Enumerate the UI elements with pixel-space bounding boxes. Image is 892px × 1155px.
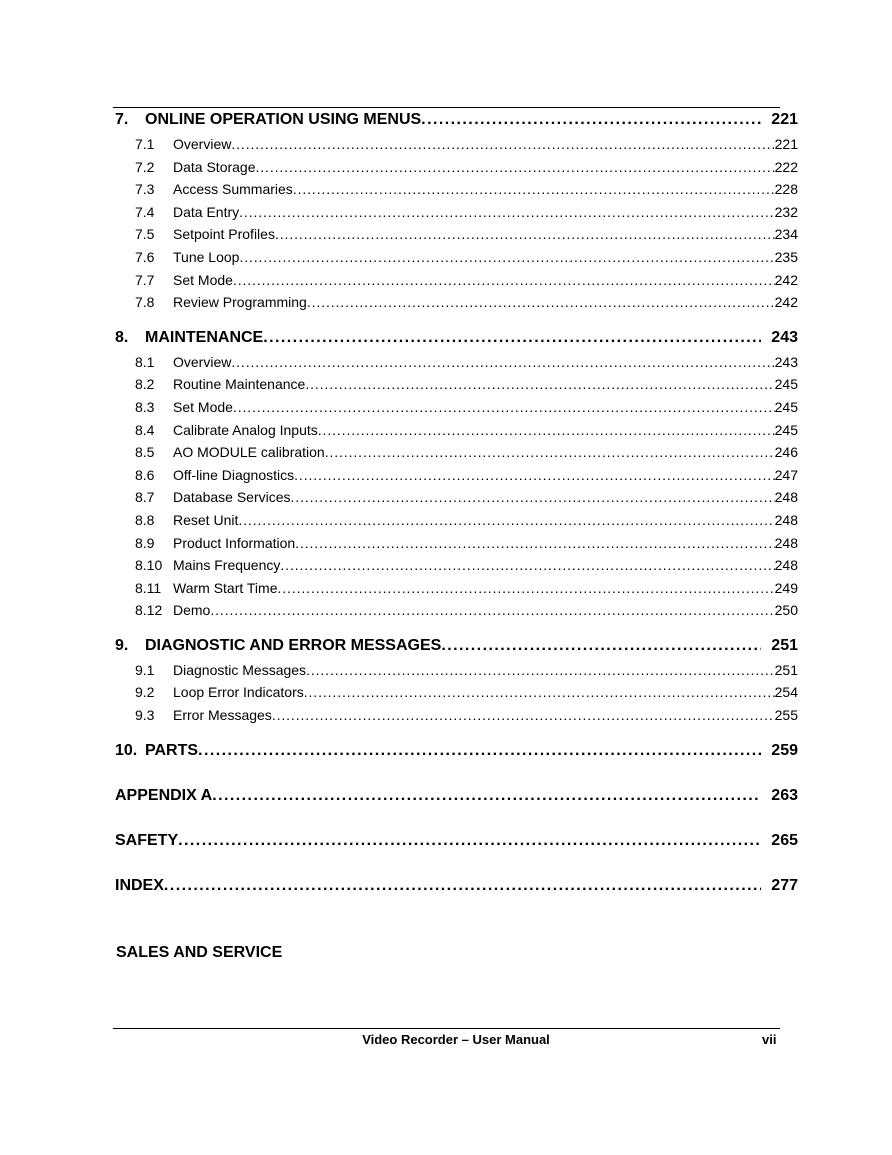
section-title: Product Information . . .: [173, 535, 775, 551]
section-page-number: 248: [774, 557, 798, 574]
section-number: 7.6: [135, 248, 155, 265]
section-title: Loop Error Indicators . . .: [173, 684, 775, 700]
toc-standalone: [115, 787, 798, 820]
chapter-title: DIAGNOSTIC AND ERROR MESSAGES . . .: [145, 637, 761, 655]
toc-section-entry[interactable]: [115, 354, 798, 377]
section-page-number: 248: [774, 534, 798, 551]
section-page-number: 247: [774, 466, 798, 483]
section-title: Warm Start Time . . .: [173, 580, 775, 596]
section-number: 8.11: [135, 579, 162, 596]
section-title: AO MODULE calibration . . .: [173, 444, 775, 460]
section-title: Database Services . . .: [173, 489, 775, 505]
header-rule: [113, 107, 780, 108]
section-title: Routine Maintenance . . .: [173, 376, 775, 392]
section-page-number: 232: [774, 203, 798, 220]
section-page-number: 245: [774, 421, 798, 438]
entry-title: INDEX . . .: [115, 877, 761, 895]
section-page-number: 254: [774, 684, 798, 701]
section-number: 7.8: [135, 294, 155, 311]
section-title: Review Programming . . .: [173, 294, 775, 310]
toc-section-entry[interactable]: [115, 580, 798, 603]
section-number: 8.6: [135, 466, 155, 483]
section-page-number: 221: [774, 136, 798, 152]
toc-section-entry[interactable]: [115, 422, 798, 445]
section-page-number: 249: [774, 579, 798, 596]
section-page-number: 248: [774, 511, 798, 528]
entry-title: PARTS . . .: [145, 742, 761, 760]
section-title: Off-line Diagnostics . . .: [173, 467, 775, 483]
section-page-number: 245: [774, 376, 798, 393]
toc-standalone-entry[interactable]: [115, 787, 798, 820]
section-page-number: 235: [774, 248, 798, 265]
section-number: 7.7: [135, 271, 155, 288]
toc-chapter: [115, 329, 798, 625]
section-number: 7.5: [135, 226, 155, 243]
toc-standalone: [115, 742, 798, 775]
toc-section-entry[interactable]: [115, 249, 798, 272]
section-title: Diagnostic Messages . . .: [173, 662, 775, 678]
section-title: Access Summaries . . .: [173, 181, 775, 197]
toc-section-entry[interactable]: [115, 444, 798, 467]
toc-section-entry[interactable]: [115, 272, 798, 295]
section-number: 8.10: [135, 557, 163, 574]
toc-section-entry[interactable]: [115, 376, 798, 399]
section-number: 8.4: [135, 421, 155, 438]
section-number: 7.4: [135, 203, 155, 220]
toc-section-entry[interactable]: [115, 159, 798, 182]
section-page-number: 245: [774, 398, 798, 415]
toc-section-entry[interactable]: [115, 226, 798, 249]
section-title: Data Entry . . .: [173, 204, 775, 220]
toc-chapter-entry[interactable]: [115, 329, 798, 354]
chapter-list: [115, 111, 798, 730]
entry-page-number: 277: [771, 876, 798, 894]
footer-page-number: vii: [762, 1032, 777, 1047]
section-number: 8.7: [135, 489, 155, 506]
chapter-number: 8.: [115, 328, 129, 346]
section-page-number: 255: [774, 707, 798, 724]
chapter-number: 9.: [115, 636, 129, 654]
toc-section-entry[interactable]: [115, 684, 798, 707]
footer-rule: [113, 1028, 780, 1029]
section-page-number: 242: [774, 271, 798, 288]
section-number: 9.3: [135, 707, 155, 724]
toc-section-entry[interactable]: [115, 399, 798, 422]
toc-section-entry[interactable]: [115, 136, 798, 159]
toc-section-entry[interactable]: [115, 294, 798, 317]
toc-chapter: [115, 637, 798, 730]
section-number: 9.1: [135, 661, 155, 678]
toc-standalone-entry[interactable]: [115, 877, 798, 910]
entry-title: APPENDIX A . . .: [115, 787, 761, 805]
section-title: Overview . . .: [173, 136, 775, 152]
toc-standalone-entry[interactable]: [115, 832, 798, 865]
toc-section-entry[interactable]: [115, 535, 798, 558]
section-title: Data Storage . . .: [173, 159, 775, 175]
chapter-title: MAINTENANCE . . .: [145, 329, 761, 347]
chapter-page-number: 243: [771, 328, 798, 346]
section-page-number: 242: [774, 294, 798, 311]
section-title: Tune Loop . . .: [173, 249, 775, 265]
section-page-number: 246: [774, 444, 798, 461]
section-number: 8.2: [135, 376, 155, 393]
toc-standalone: [115, 832, 798, 865]
section-number: 8.12: [135, 602, 163, 619]
section-page-number: 222: [774, 158, 798, 175]
toc-section-entry[interactable]: [115, 489, 798, 512]
entry-title: SAFETY . . .: [115, 832, 761, 850]
section-number: 7.2: [135, 158, 155, 175]
toc-chapter-entry[interactable]: [115, 637, 798, 662]
section-number: 8.1: [135, 353, 155, 370]
section-title: Calibrate Analog Inputs . . .: [173, 422, 775, 438]
section-title: Setpoint Profiles . . .: [173, 226, 775, 242]
toc-section-entry[interactable]: [115, 707, 798, 730]
sales-and-service-heading[interactable]: SALES AND SERVICE: [116, 944, 283, 961]
toc-chapter-entry[interactable]: [115, 111, 798, 136]
chapter-page-number: 251: [771, 636, 798, 654]
section-title: Error Messages . . .: [173, 707, 775, 723]
section-number: 7.3: [135, 181, 155, 198]
entry-page-number: 265: [771, 831, 798, 849]
toc-section-entry[interactable]: [115, 662, 798, 685]
toc-section-entry[interactable]: [115, 557, 798, 580]
section-title: Overview . . .: [173, 354, 775, 370]
toc-section-entry[interactable]: [115, 181, 798, 204]
entry-page-number: 263: [771, 786, 798, 804]
toc-section-entry[interactable]: [115, 204, 798, 227]
section-number: 7.1: [135, 136, 155, 152]
toc-standalone: [115, 877, 798, 910]
toc-chapter: [115, 111, 798, 317]
section-number: 8.5: [135, 444, 155, 461]
toc-standalone-entry[interactable]: [115, 742, 798, 775]
entry-page-number: 259: [771, 741, 798, 759]
chapter-number: 10.: [115, 741, 138, 759]
section-title: Set Mode . . .: [173, 272, 775, 288]
section-number: 8.3: [135, 398, 155, 415]
section-page-number: 251: [774, 661, 798, 678]
section-number: 9.2: [135, 684, 155, 701]
section-page-number: 250: [774, 602, 798, 619]
section-page-number: 228: [774, 181, 798, 198]
toc-section-entry[interactable]: [115, 512, 798, 535]
section-page-number: 248: [774, 489, 798, 506]
section-title: Set Mode . . .: [173, 399, 775, 415]
section-number: 8.8: [135, 511, 155, 528]
section-title: Reset Unit . . .: [173, 512, 775, 528]
section-title: Demo . . .: [173, 602, 775, 618]
table-of-contents: [115, 111, 798, 922]
section-title: Mains Frequency . . .: [173, 557, 775, 573]
section-page-number: 243: [774, 353, 798, 370]
chapter-title: ONLINE OPERATION USING MENUS . . .: [145, 111, 761, 129]
standalone-entry-list: [115, 742, 798, 910]
section-page-number: 234: [774, 226, 798, 243]
section-number: 8.9: [135, 534, 155, 551]
chapter-page-number: 221: [771, 111, 798, 128]
toc-section-entry[interactable]: [115, 602, 798, 625]
chapter-number: 7.: [115, 111, 129, 128]
toc-section-entry[interactable]: [115, 467, 798, 490]
footer-document-title: Video Recorder – User Manual: [362, 1032, 550, 1047]
